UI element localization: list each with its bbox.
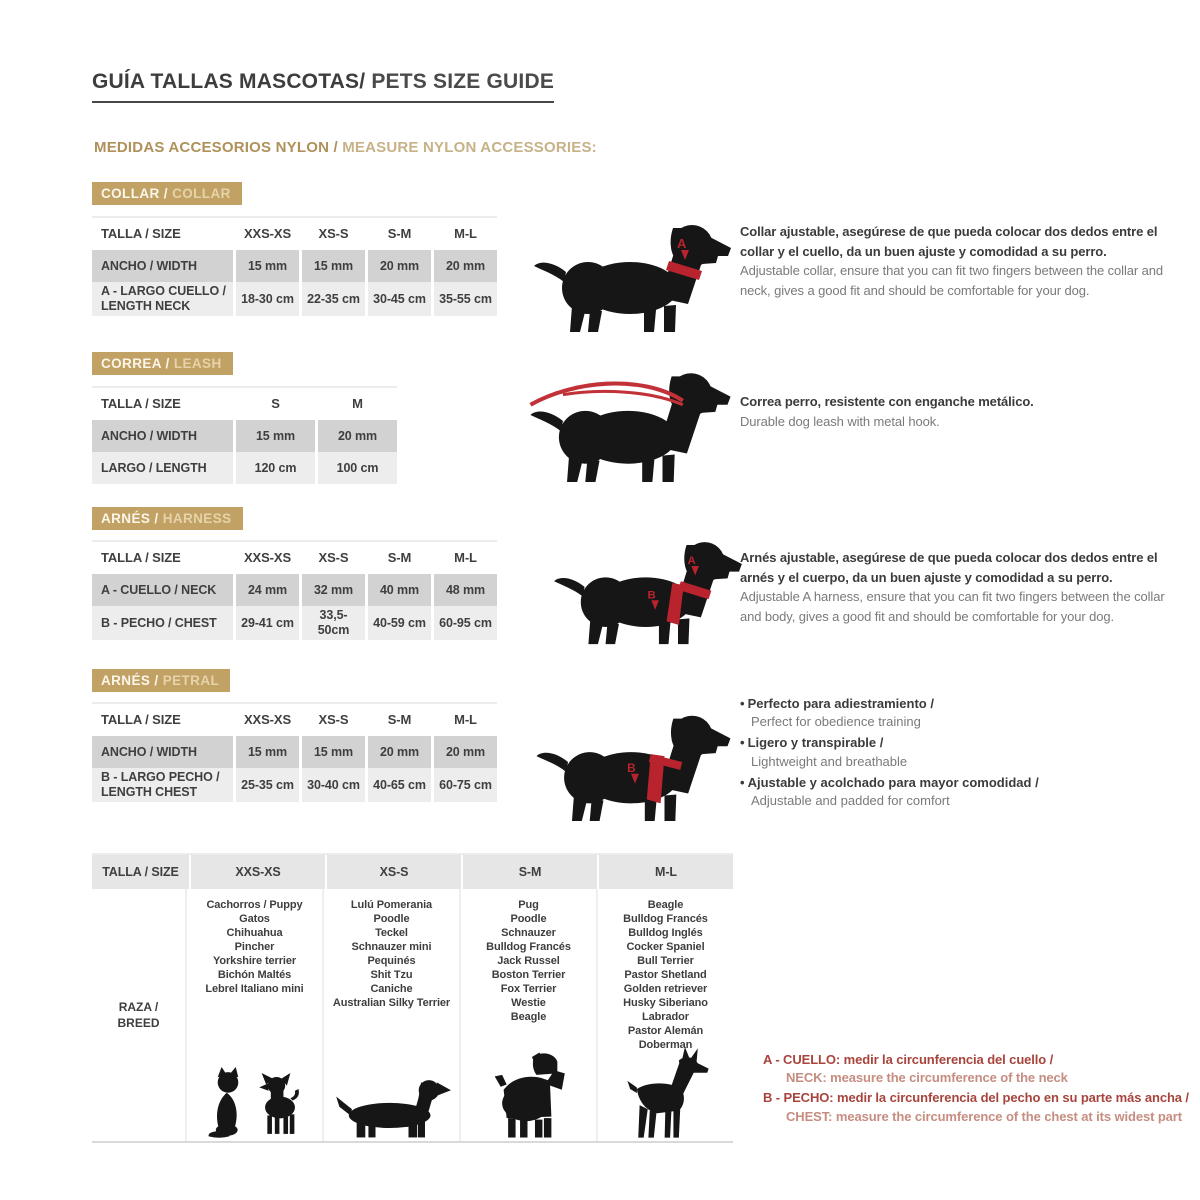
header-cell: XS-S [327, 855, 461, 889]
breed-column-m-l [596, 889, 733, 1141]
feature-item [740, 734, 1185, 770]
dog-petral-illustration [533, 697, 733, 823]
breed-column-xxs-xs [185, 889, 322, 1141]
feature-es: Ajustable y acolchado para mayor comodidad / [747, 774, 1039, 790]
schnauzer-silhouette-icon [491, 1051, 567, 1139]
bullet-dot: • [740, 735, 745, 751]
value-cell: 20 mm [368, 250, 431, 282]
header-cell: S-M [368, 704, 431, 736]
breed-item: Lebrel Italiano mini [205, 983, 304, 995]
feature-item [740, 774, 1185, 810]
header-cell: TALLA / SIZE [92, 855, 189, 889]
breed-item: Bulldog Inglés [628, 927, 703, 939]
value-cell: 30-45 cm [368, 282, 431, 316]
breed-item: Beagle [647, 899, 684, 911]
row-label-cell: A - CUELLO / NECK [92, 574, 233, 606]
animal-silhouettes [598, 1047, 733, 1139]
leash-description [740, 392, 1172, 431]
breed-item: Westie [511, 997, 546, 1009]
table-header-row [92, 704, 497, 736]
breed-column-s-m [459, 889, 596, 1141]
breed-size-table [92, 853, 733, 1143]
breed-row-label-cell [92, 889, 185, 1141]
header-cell: M-L [434, 542, 497, 574]
value-cell: 20 mm [434, 250, 497, 282]
breed-table-header [92, 855, 733, 889]
page-title-en: PETS SIZE GUIDE [365, 70, 555, 93]
breed-item: Fox Terrier [500, 983, 557, 995]
collar-description [740, 222, 1172, 300]
value-cell: 40-65 cm [368, 768, 431, 802]
note-en: NECK: measure the circumference of the neck [786, 1070, 1068, 1086]
breed-item: Jack Russel [497, 955, 560, 967]
table-row [92, 250, 497, 282]
breed-item: Schnauzer [501, 927, 556, 939]
subtitle-es: MEDIDAS ACCESORIOS NYLON / [94, 139, 343, 156]
breed-item: Pequinés [367, 955, 416, 967]
table-header-row [92, 218, 497, 250]
breed-item: Labrador [642, 1011, 689, 1023]
table-header-row [92, 542, 497, 574]
table-row [92, 768, 497, 802]
header-cell: XXS-XS [191, 855, 325, 889]
dog-collar-illustration [532, 206, 732, 334]
feature-item [740, 695, 1185, 731]
breed-list [623, 898, 708, 1052]
svg-text:B: B [627, 760, 636, 775]
table-row [92, 574, 497, 606]
header-cell: S-M [368, 542, 431, 574]
breed-item: Australian Silky Terrier [332, 997, 451, 1009]
breed-item: Shit Tzu [370, 969, 413, 981]
row-label-cell: A - LARGO CUELLO / LENGTH NECK [92, 282, 233, 316]
feature-es: Perfecto para adiestramiento / [747, 696, 934, 711]
table-row [92, 606, 497, 640]
subtitle-en: MEASURE NYLON ACCESSORIES: [342, 139, 597, 156]
row-label-cell: LARGO / LENGTH [92, 452, 233, 484]
breed-list [333, 898, 450, 1010]
header-cell: XXS-XS [236, 542, 299, 574]
header-cell: XXS-XS [236, 218, 299, 250]
note-item [763, 1051, 1198, 1087]
breed-item: Yorkshire terrier [212, 955, 297, 967]
breed-item: Boston Terrier [491, 969, 566, 981]
badge-label-es: CORREA / [101, 356, 170, 371]
header-cell: TALLA / SIZE [92, 542, 233, 574]
breed-item: Bull Terrier [637, 955, 694, 967]
svg-text:B: B [647, 589, 656, 602]
note-item [763, 1089, 1198, 1125]
value-cell: 40 mm [368, 574, 431, 606]
table-row [92, 282, 497, 316]
badge-label-es: COLLAR / [101, 186, 168, 201]
breed-item: Poodle [510, 913, 547, 925]
dachshund-silhouette-icon [333, 1073, 451, 1139]
breed-item: Schnauzer mini [351, 941, 432, 953]
row-label: RAZA / BREED [117, 999, 160, 1030]
breed-item: Pincher [234, 941, 275, 953]
header-cell: M [318, 388, 397, 420]
breed-item: Bulldog Francés [623, 913, 708, 925]
breed-list [486, 898, 571, 1024]
leash-marker-icon [530, 384, 682, 405]
dog-leash-illustration [525, 354, 735, 484]
header-cell: XS-S [302, 542, 365, 574]
breed-item: Beagle [510, 1011, 547, 1023]
breed-item: Caniche [370, 983, 413, 995]
table-row [92, 452, 397, 484]
breed-table-body [92, 889, 733, 1141]
breed-item: Husky Siberiano [623, 997, 708, 1009]
header-cell: XXS-XS [236, 704, 299, 736]
breed-item: Poodle [373, 913, 410, 925]
value-cell: 35-55 cm [434, 282, 497, 316]
value-cell: 20 mm [368, 736, 431, 768]
feature-en: Lightweight and breathable [751, 753, 908, 769]
value-cell: 29-41 cm [236, 606, 299, 640]
breed-item: Teckel [375, 927, 408, 939]
breed-item: Cocker Spaniel [626, 941, 705, 953]
value-cell: 15 mm [302, 736, 365, 768]
breed-item: Bulldog Francés [486, 941, 571, 953]
cat-silhouette-icon [207, 1067, 249, 1139]
header-cell: M-L [434, 218, 497, 250]
doberman-silhouette-icon [622, 1047, 710, 1139]
value-cell: 48 mm [434, 574, 497, 606]
header-cell: TALLA / SIZE [92, 388, 233, 420]
row-label-cell: B - PECHO / CHEST [92, 606, 233, 640]
bullet-dot: • [740, 774, 745, 790]
note-en: CHEST: measure the circumference of the chest at its widest part [786, 1108, 1182, 1124]
breed-item: Gatos [239, 913, 270, 925]
chihuahua-silhouette-icon [257, 1069, 303, 1139]
header-cell: TALLA / SIZE [92, 218, 233, 250]
description-es: Correa perro, resistente con enganche metálico. [740, 394, 1034, 409]
bullet-dot: • [740, 696, 745, 711]
value-cell: 20 mm [318, 420, 397, 452]
animal-silhouettes [187, 1067, 322, 1139]
value-cell: 15 mm [236, 250, 299, 282]
breed-item: Doberman [638, 1039, 693, 1051]
table-row [92, 736, 497, 768]
header-cell: S [236, 388, 315, 420]
value-cell: 18-30 cm [236, 282, 299, 316]
badge-label-es: ARNÉS / [101, 511, 159, 526]
breed-item: Bichón Maltés [217, 969, 292, 981]
table-row [92, 420, 397, 452]
feature-en: Adjustable and padded for comfort [751, 792, 950, 808]
breed-item: Pastor Shetland [624, 969, 707, 981]
value-cell: 24 mm [236, 574, 299, 606]
breed-column-xs-s [322, 889, 459, 1141]
feature-es: Ligero y transpirable / [747, 735, 884, 751]
feature-en: Perfect for obedience training [751, 714, 921, 730]
row-label-cell: B - LARGO PECHO / LENGTH CHEST [92, 768, 233, 802]
description-en: Durable dog leash with metal hook. [740, 413, 940, 429]
header-cell: XS-S [302, 704, 365, 736]
value-cell: 60-95 cm [434, 606, 497, 640]
page-title-es: GUÍA TALLAS MASCOTAS/ [92, 70, 366, 93]
page-title [92, 70, 554, 103]
value-cell: 22-35 cm [302, 282, 365, 316]
petral-size-table [92, 702, 497, 802]
value-cell: 25-35 cm [236, 768, 299, 802]
collar-size-table [92, 216, 497, 316]
value-cell: 20 mm [434, 736, 497, 768]
header-cell: M-L [599, 855, 733, 889]
value-cell: 60-75 cm [434, 768, 497, 802]
breed-item: Pug [518, 899, 539, 911]
table-header-row [92, 388, 397, 420]
animal-silhouettes [324, 1073, 459, 1139]
svg-text:A: A [677, 236, 687, 251]
value-cell: 15 mm [236, 736, 299, 768]
row-label-cell: ANCHO / WIDTH [92, 736, 233, 768]
measuring-notes [763, 1051, 1198, 1128]
harness-description [740, 548, 1172, 626]
breed-item: Lulú Pomerania [350, 899, 433, 911]
harness-section-badge [92, 507, 243, 530]
badge-label-en: HARNESS [158, 511, 232, 526]
leash-size-table [92, 386, 397, 484]
description-es: Arnés ajustable, asegúrese de que pueda colocar dos dedos entre el arnés y el cuerpo, da un buen ajuste y comodidad a su perro. [740, 550, 1158, 585]
value-cell: 15 mm [236, 420, 315, 452]
row-label-cell: ANCHO / WIDTH [92, 420, 233, 452]
badge-label-en: PETRAL [158, 673, 220, 688]
breed-list [205, 898, 303, 996]
petral-section-badge [92, 669, 230, 692]
page-subtitle [94, 139, 597, 156]
petral-feature-list [740, 695, 1185, 813]
value-cell: 120 cm [236, 452, 315, 484]
note-es: B - PECHO: medir la circunferencia del pecho en su parte más ancha / [763, 1090, 1189, 1106]
description-en: Adjustable A harness, ensure that you can fit two fingers between the collar and body, gives a good fit and should be comfortable for your dog. [740, 589, 1165, 624]
badge-label-en: COLLAR [167, 186, 231, 201]
header-cell: M-L [434, 704, 497, 736]
value-cell: 30-40 cm [302, 768, 365, 802]
animal-silhouettes [461, 1051, 596, 1139]
badge-label-es: ARNÉS / [101, 673, 159, 688]
badge-label-en: LEASH [169, 356, 222, 371]
value-cell: 40-59 cm [368, 606, 431, 640]
collar-section-badge [92, 182, 242, 205]
value-cell: 33,5-50cm [302, 606, 365, 640]
description-es: Collar ajustable, asegúrese de que pueda colocar dos dedos entre el collar y el cuello, da un buen ajuste y comodidad a su perro. [740, 224, 1158, 259]
breed-item: Pastor Alemán [627, 1025, 704, 1037]
note-es: A - CUELLO: medir la circunferencia del cuello / [763, 1052, 1054, 1067]
breed-item: Cachorros / Puppy [206, 899, 303, 911]
header-cell: XS-S [302, 218, 365, 250]
harness-size-table [92, 540, 497, 640]
value-cell: 100 cm [318, 452, 397, 484]
breed-item: Golden retriever [623, 983, 708, 995]
dog-harness-illustration [550, 524, 745, 646]
row-label-cell: ANCHO / WIDTH [92, 250, 233, 282]
value-cell: 15 mm [302, 250, 365, 282]
leash-section-badge [92, 352, 233, 375]
header-cell: TALLA / SIZE [92, 704, 233, 736]
breed-item: Chihuahua [226, 927, 283, 939]
svg-text:A: A [687, 555, 696, 568]
header-cell: S-M [463, 855, 597, 889]
description-en: Adjustable collar, ensure that you can fit two fingers between the collar and neck, gives a good fit and should be comfortable for your dog. [740, 263, 1164, 298]
value-cell: 32 mm [302, 574, 365, 606]
header-cell: S-M [368, 218, 431, 250]
